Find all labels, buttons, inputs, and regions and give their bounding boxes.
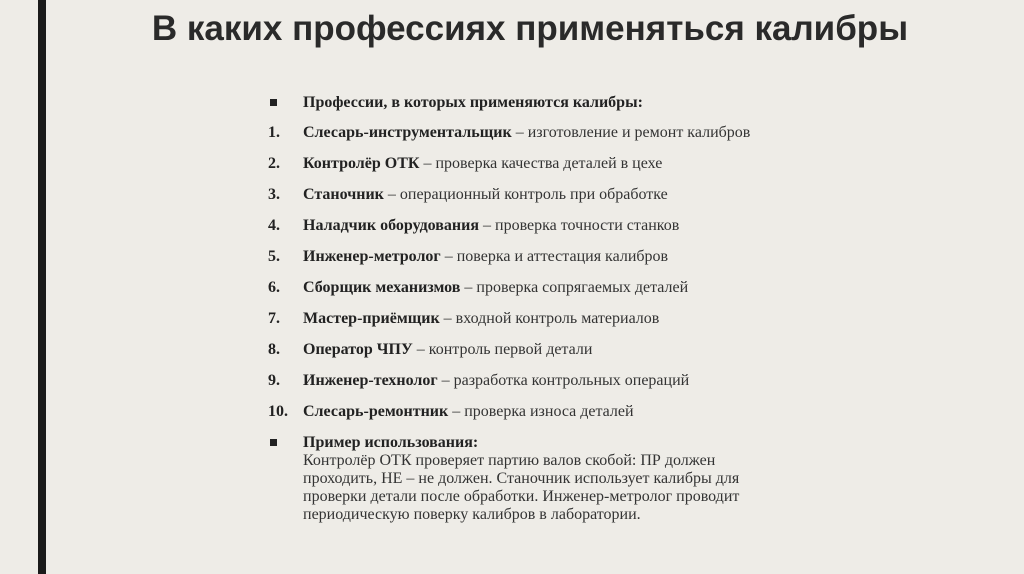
item-term: Оператор ЧПУ <box>303 341 413 358</box>
item-term: Слесарь-ремонтник <box>303 403 449 420</box>
item-desc: – проверка износа деталей <box>448 403 634 420</box>
item-desc: – операционный контроль при обработке <box>383 186 668 203</box>
example-heading: Пример использования: <box>303 434 479 451</box>
item-number: 9. <box>268 372 280 389</box>
list-item <box>268 155 768 173</box>
item-term: Станочник <box>303 186 384 203</box>
list-item <box>268 124 768 142</box>
list-item <box>268 248 768 266</box>
item-term: Слесарь-инструментальщик <box>303 124 512 141</box>
item-desc: – разработка контрольных операций <box>437 372 690 389</box>
example-text: Контролёр ОТК проверяет партию валов скобой: ПР должен проходить, НЕ – не должен. Станочник использует калибры для проверки детали после обработки. Инженер-метролог проводит периодическую поверку калибров в лаборатории. <box>303 452 740 523</box>
item-desc: – проверка сопрягаемых деталей <box>460 279 689 296</box>
intro-text: Профессии, в которых применяются калибры: <box>303 94 643 111</box>
list-item <box>268 310 768 328</box>
list-item <box>268 372 768 390</box>
square-bullet-icon <box>270 99 277 106</box>
intro-bullet <box>268 94 768 112</box>
item-number: 2. <box>268 155 280 172</box>
square-bullet-icon <box>270 439 277 446</box>
item-desc: – проверка качества деталей в цехе <box>419 155 663 172</box>
slide-title: В каких профессиях применяться калибры <box>151 9 909 48</box>
left-accent-bar <box>38 0 46 574</box>
item-number: 7. <box>268 310 280 327</box>
item-term: Наладчик оборудования <box>303 217 480 234</box>
list-item <box>268 186 768 204</box>
slide-content <box>268 94 768 524</box>
item-term: Мастер-приёмщик <box>303 310 440 327</box>
item-number: 10. <box>268 403 288 420</box>
item-desc: – поверка и аттестация калибров <box>440 248 669 265</box>
item-desc: – изготовление и ремонт калибров <box>511 124 751 141</box>
item-number: 4. <box>268 217 280 234</box>
item-term: Инженер-технолог <box>303 372 438 389</box>
item-number: 8. <box>268 341 280 358</box>
list-item <box>268 341 768 359</box>
item-term: Сборщик механизмов <box>303 279 461 296</box>
item-desc: – контроль первой детали <box>412 341 593 358</box>
item-number: 6. <box>268 279 280 296</box>
item-term: Инженер-метролог <box>303 248 441 265</box>
list-item <box>268 279 768 297</box>
list-item <box>268 403 768 421</box>
item-term: Контролёр ОТК <box>303 155 420 172</box>
item-number: 5. <box>268 248 280 265</box>
example-bullet <box>268 434 768 524</box>
item-number: 3. <box>268 186 280 203</box>
list-item <box>268 217 768 235</box>
item-desc: – проверка точности станков <box>479 217 680 234</box>
item-desc: – входной контроль материалов <box>439 310 660 327</box>
item-number: 1. <box>268 124 280 141</box>
